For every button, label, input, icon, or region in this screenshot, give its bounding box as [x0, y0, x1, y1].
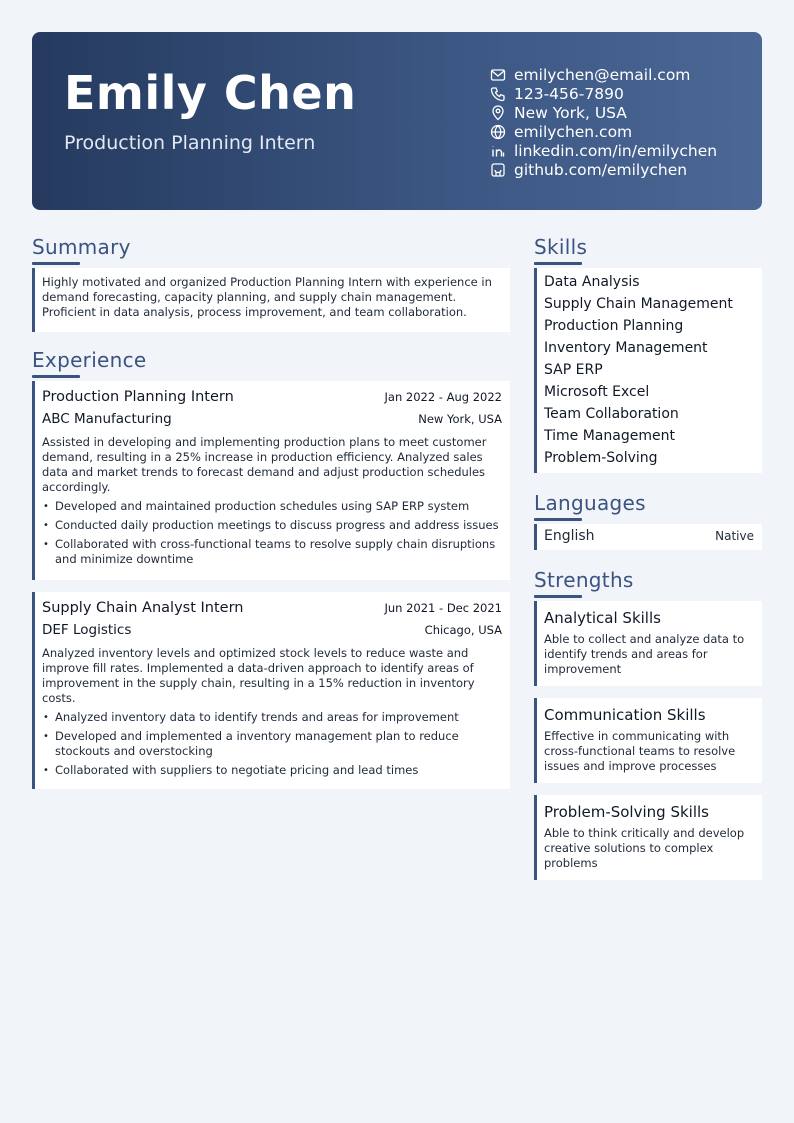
contact-phone[interactable]	[490, 84, 717, 103]
job-location: Chicago, USA	[424, 623, 502, 637]
list-item: • Collaborated with suppliers to negotiate pricing and lead times	[42, 763, 502, 778]
job-dates: Jun 2021 - Dec 2021	[384, 601, 502, 615]
skill-item: Time Management	[544, 428, 675, 444]
experience-item	[32, 592, 510, 789]
summary-text: Highly motivated and organized Production Planning Intern with experience in demand forecasting, capacity planning, and supply chain management. Proficient in data analysis, process improvement, and team collaboration.	[42, 275, 492, 319]
contact-text: New York, USA	[514, 103, 627, 122]
strength-description: Able to think critically and develop creative solutions to complex problems	[544, 826, 745, 870]
contact-github[interactable]	[490, 160, 717, 179]
list-item: • Conducted daily production meetings to discuss progress and address issues	[42, 518, 502, 533]
linkedin-icon	[490, 143, 506, 159]
phone-icon	[490, 86, 506, 102]
summary-card	[32, 268, 510, 332]
candidate-role: Production Planning Intern	[64, 132, 316, 154]
contact-linkedin[interactable]	[490, 141, 717, 160]
job-location: New York, USA	[418, 412, 502, 426]
skills-section	[534, 236, 762, 473]
skill-item: Data Analysis	[544, 274, 640, 290]
skills-card	[534, 268, 762, 473]
section-title: Summary	[32, 235, 131, 259]
mail-icon	[490, 67, 506, 83]
section-title: Experience	[32, 348, 147, 372]
strength-title: Communication Skills	[544, 706, 706, 724]
strength-description: Able to collect and analyze data to identify trends and areas for improvement	[544, 632, 745, 676]
company-name: ABC Manufacturing	[42, 411, 172, 427]
languages-section	[534, 492, 762, 550]
company-name: DEF Logistics	[42, 622, 132, 638]
skill-item: Inventory Management	[544, 340, 708, 356]
contact-website[interactable]	[490, 122, 717, 141]
list-item: • Developed and implemented a inventory management plan to reduce stockouts and overstocking	[42, 729, 502, 759]
experience-item	[32, 381, 510, 580]
strength-title: Problem-Solving Skills	[544, 803, 709, 821]
globe-icon	[490, 124, 506, 140]
strength-card	[534, 795, 762, 880]
section-underline	[534, 595, 582, 598]
skill-item: SAP ERP	[544, 362, 603, 378]
contact-location	[490, 103, 717, 122]
experience-section	[32, 349, 510, 789]
language-level: Native	[715, 529, 754, 543]
contact-text: 123-456-7890	[514, 84, 624, 103]
strength-card	[534, 601, 762, 686]
languages-card	[534, 524, 762, 550]
job-title: Supply Chain Analyst Intern	[42, 600, 244, 616]
language-row	[544, 528, 754, 544]
job-bullets	[42, 710, 502, 778]
contact-text: emilychen.com	[514, 122, 633, 141]
list-item: • Collaborated with cross-functional teams to resolve supply chain disruptions and minimize downtime	[42, 537, 502, 567]
summary-section	[32, 236, 510, 332]
job-bullets	[42, 499, 502, 567]
contact-text: github.com/emilychen	[514, 160, 688, 179]
left-column	[32, 236, 510, 789]
contact-text: linkedin.com/in/emilychen	[514, 141, 718, 160]
section-title: Languages	[534, 491, 646, 515]
header-banner	[32, 32, 762, 210]
list-item: • Developed and maintained production schedules using SAP ERP system	[42, 499, 502, 514]
language-name: English	[544, 528, 595, 544]
skill-item: Problem-Solving	[544, 450, 658, 466]
candidate-name: Emily Chen	[64, 66, 357, 120]
section-title: Skills	[534, 235, 588, 259]
job-dates: Jan 2022 - Aug 2022	[384, 390, 502, 404]
github-icon	[490, 162, 506, 178]
contact-email[interactable]	[490, 65, 717, 84]
list-item: • Analyzed inventory data to identify trends and areas for improvement	[42, 710, 502, 725]
section-title: Strengths	[534, 568, 634, 592]
job-title: Production Planning Intern	[42, 389, 234, 405]
job-description: Analyzed inventory levels and optimized stock levels to reduce waste and improve fill rates. Implemented a data-driven approach to identify areas of improvement in the supply chain, resulting in a 15% reduction in inventory costs.	[42, 646, 475, 705]
job-description: Assisted in developing and implementing production plans to meet customer demand, resulting in a 25% increase in production efficiency. Analyzed sales data and market trends to forecast demand and adjust production schedules accordingly.	[42, 435, 487, 494]
strength-title: Analytical Skills	[544, 609, 661, 627]
strength-description: Effective in communicating with cross-functional teams to resolve issues and improve processes	[544, 729, 736, 773]
section-underline	[32, 375, 80, 378]
contact-text: emilychen@email.com	[514, 65, 691, 84]
right-column	[534, 236, 762, 880]
skill-item: Microsoft Excel	[544, 384, 650, 400]
section-underline	[534, 262, 582, 265]
section-underline	[534, 518, 582, 521]
contact-list	[490, 65, 717, 179]
strengths-section	[534, 569, 762, 880]
skill-item: Team Collaboration	[544, 406, 679, 422]
location-pin-icon	[490, 105, 506, 121]
skill-item: Supply Chain Management	[544, 296, 733, 312]
strength-card	[534, 698, 762, 783]
section-underline	[32, 262, 80, 265]
skill-item: Production Planning	[544, 318, 684, 334]
